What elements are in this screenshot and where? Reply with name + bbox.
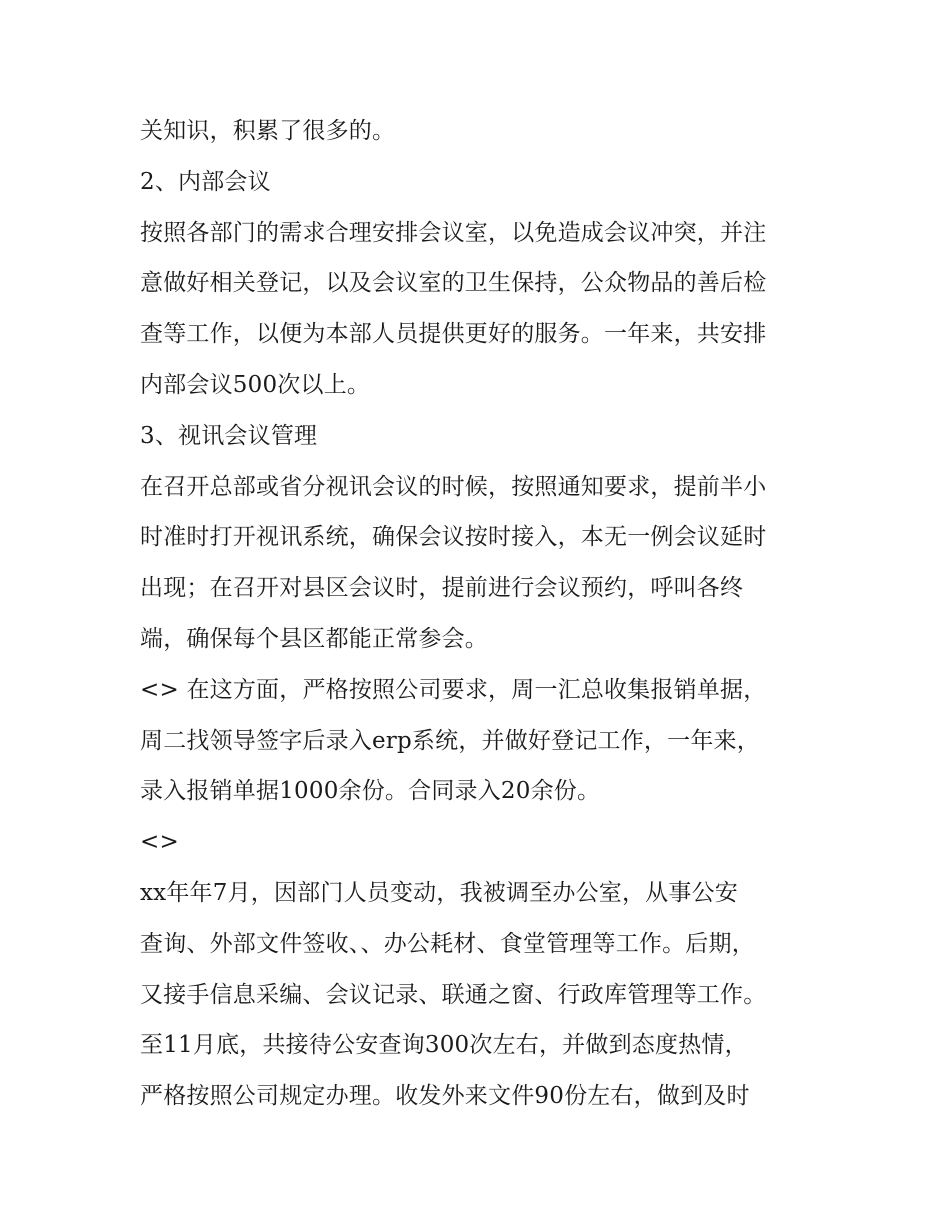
text-line: 意做好相关登记，以及会议室的卫生保持，公众物品的善后检 — [140, 270, 767, 297]
text-line: 按照各部门的需求合理安排会议室，以免造成会议冲突，并注 — [140, 219, 767, 246]
text-line: 端，确保每个县区都能正常参会。 — [140, 625, 488, 652]
section-heading: 3、视讯会议管理 — [140, 422, 318, 449]
text-line: 查等工作，以便为本部人员提供更好的服务。一年来，共安排 — [140, 321, 767, 348]
section-heading: 2、内部会议 — [140, 168, 271, 195]
text-line: 录入报销单据1000余份。合同录入20余份。 — [140, 778, 601, 805]
text-line: 内部会议500次以上。 — [140, 371, 371, 398]
text-line: 周二找领导签字后录入erp系统，并做好登记工作，一年来， — [140, 727, 760, 754]
text-line: 至11月底，共接待公安查询300次左右，并做到态度热情， — [140, 1032, 748, 1059]
text-line: <> 在这方面，严格按照公司要求，周一汇总收集报销单据， — [140, 676, 767, 703]
text-line: 关知识，积累了很多的。 — [140, 118, 396, 144]
text-line: 查询、外部文件签收、、办公耗材、食堂管理等工作。后期， — [140, 930, 755, 957]
document-body — [140, 106, 820, 1122]
text-line: xx年年7月，因部门人员变动，我被调至办公室，从事公安 — [140, 879, 738, 906]
text-line: 在召开总部或省分视讯会议的时候，按照通知要求，提前半小 — [140, 473, 767, 500]
text-line: <> — [140, 829, 179, 856]
text-line: 出现；在召开对县区会议时，提前进行会议预约，呼叫各终 — [140, 575, 744, 602]
text-line: 时准时打开视讯系统，确保会议按时接入，本无一例会议延时 — [140, 524, 767, 551]
text-line: 严格按照公司规定办理。收发外来文件90份左右，做到及时 — [140, 1083, 750, 1110]
text-line: 又接手信息采编、会议记录、联通之窗、行政库管理等工作。 — [140, 981, 767, 1008]
